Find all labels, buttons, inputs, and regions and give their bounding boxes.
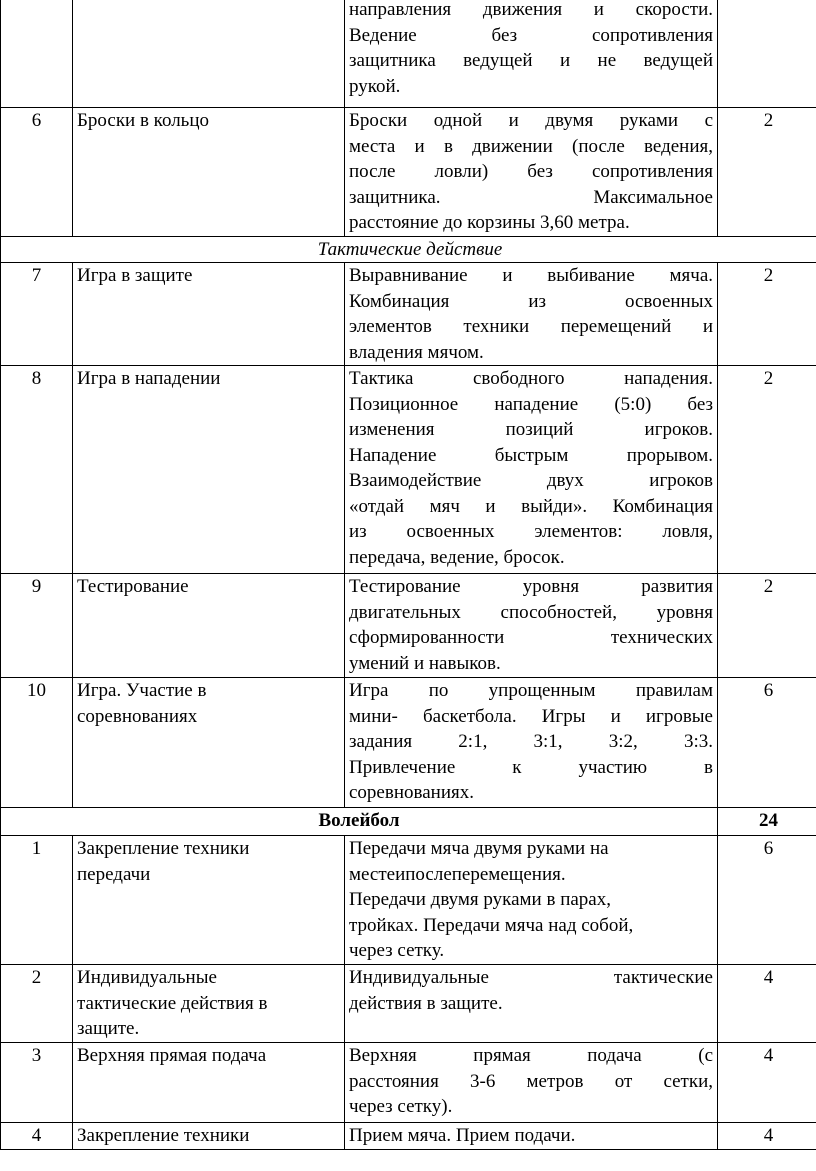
row-number: 3	[1, 1043, 73, 1123]
content-cell	[345, 366, 718, 574]
topic-line: Индивидуальные	[77, 967, 217, 988]
topic-line: Игра. Участие в	[77, 680, 207, 701]
content-line: задания 2:1, 3:1, 3:2, 3:3.	[349, 731, 713, 752]
section-row	[1, 808, 816, 836]
content-line: защитника ведущей и не ведущей	[349, 50, 713, 71]
row-number: 10	[1, 678, 73, 808]
topic-line: Тестирование	[77, 576, 189, 597]
content-cell	[345, 678, 718, 808]
topic-cell	[73, 108, 345, 237]
topic-line: соревнованиях	[77, 705, 198, 727]
content-line: из освоенных элементов: ловля,	[349, 521, 713, 542]
content-line: Позиционное нападение (5:0) без	[349, 393, 713, 415]
content-line: Индивидуальные тактические	[349, 967, 713, 988]
content-line: рукой.	[349, 75, 401, 97]
content-cell	[345, 1043, 718, 1123]
row-number: 2	[1, 965, 73, 1043]
table-row	[1, 836, 816, 965]
table-row	[1, 263, 816, 366]
section-hours: 24	[718, 808, 816, 836]
content-line: Взаимодействие двух игроков	[349, 470, 713, 491]
hours-cell: 2	[718, 108, 816, 237]
content-cell	[345, 965, 718, 1043]
table-row	[1, 108, 816, 237]
content-line: Комбинация из освоенных	[349, 290, 713, 312]
topic-line: Закрепление техники	[77, 838, 250, 859]
topic-cell	[73, 836, 345, 965]
hours-cell: 2	[718, 574, 816, 678]
content-line: Привлечение к участию в	[349, 756, 713, 778]
topic-line: Броски в кольцо	[77, 110, 210, 131]
table-row	[1, 1123, 816, 1150]
content-line: умений и навыков.	[349, 652, 501, 674]
content-line: расстояние до корзины 3,60 метра.	[349, 212, 630, 233]
content-cell	[345, 108, 718, 237]
content-cell	[345, 263, 718, 366]
topic-line: Игра в нападении	[77, 368, 221, 389]
topic-line: защите.	[77, 1018, 140, 1039]
topic-line: Верхняя прямая подача	[77, 1045, 267, 1066]
content-line: расстояния 3-6 метров от сетки,	[349, 1070, 713, 1092]
section-title-volleyball: Волейбол	[1, 808, 718, 836]
content-line: Броски одной и двумя руками с	[349, 110, 713, 131]
topic-cell	[73, 366, 345, 574]
topic-cell	[73, 0, 345, 108]
table-row	[1, 965, 816, 1043]
row-number: 8	[1, 366, 73, 574]
content-cell	[345, 0, 718, 108]
content-line: места и в движении (после ведения,	[349, 135, 713, 157]
topic-cell	[73, 965, 345, 1043]
content-line: Верхняя прямая подача (с	[349, 1045, 713, 1066]
hours-cell: 4	[718, 965, 816, 1043]
topic-line: тактические действия в	[77, 992, 268, 1014]
content-line: Тактика свободного нападения.	[349, 368, 713, 389]
topic-line: Закрепление техники	[77, 1125, 250, 1146]
hours-cell: 6	[718, 836, 816, 965]
table-row	[1, 678, 816, 808]
row-number: 9	[1, 574, 73, 678]
content-line: изменения позиций игроков.	[349, 419, 713, 440]
content-line: «отдай мяч и выйди». Комбинация	[349, 495, 713, 517]
content-line: направления движения и скорости.	[349, 0, 713, 20]
hours-cell: 2	[718, 366, 816, 574]
content-line: двигательных способностей, уровня	[349, 601, 713, 623]
content-line: передача, ведение, бросок.	[349, 546, 565, 568]
row-number: 6	[1, 108, 73, 237]
section-title-tactics: Тактические действие	[1, 236, 816, 263]
content-line: местеипослеперемещения.	[349, 863, 566, 885]
content-line: Выравнивание и выбивание мяча.	[349, 265, 713, 286]
topic-line: Игра в защите	[77, 265, 193, 286]
content-line: Нападение быстрым прорывом.	[349, 444, 713, 466]
content-line: через сетку).	[349, 1096, 453, 1117]
content-line: через сетку.	[349, 940, 445, 961]
content-line: Ведение без сопротивления	[349, 24, 713, 46]
content-line: владения мячом.	[349, 341, 484, 363]
table-row	[1, 1043, 816, 1123]
row-number: 4	[1, 1123, 73, 1150]
content-cell	[345, 574, 718, 678]
content-line: элементов техники перемещений и	[349, 316, 713, 337]
content-line: Передачи мяча двумя руками на	[349, 838, 609, 859]
table-row	[1, 574, 816, 678]
row-number	[1, 0, 73, 108]
content-cell	[345, 836, 718, 965]
hours-cell: 4	[718, 1043, 816, 1123]
content-line: Передачи двумя руками в парах,	[349, 889, 611, 910]
topic-cell	[73, 1123, 345, 1150]
hours-cell: 6	[718, 678, 816, 808]
topic-cell	[73, 574, 345, 678]
hours-cell: 2	[718, 263, 816, 366]
topic-cell	[73, 1043, 345, 1123]
content-line: после ловли) без сопротивления	[349, 161, 713, 182]
content-line: Прием мяча. Прием подачи.	[349, 1125, 576, 1146]
topic-cell	[73, 678, 345, 808]
section-row	[1, 236, 816, 263]
content-line: защитника. Максимальное	[349, 186, 713, 208]
content-cell	[345, 1123, 718, 1150]
content-line: Тестирование уровня развития	[349, 576, 713, 597]
topic-line: передачи	[77, 863, 151, 885]
content-line: тройках. Передачи мяча над собой,	[349, 914, 634, 936]
content-line: мини- баскетбола. Игры и игровые	[349, 705, 713, 727]
content-line: сформированности технических	[349, 627, 713, 648]
hours-cell: 4	[718, 1123, 816, 1150]
row-number: 1	[1, 836, 73, 965]
content-line: действия в защите.	[349, 992, 503, 1014]
content-line: Игра по упрощенным правилам	[349, 680, 713, 701]
content-line: соревнованиях.	[349, 782, 474, 803]
table-row	[1, 0, 816, 108]
row-number: 7	[1, 263, 73, 366]
topic-cell	[73, 263, 345, 366]
table-row	[1, 366, 816, 574]
hours-cell	[718, 0, 816, 108]
